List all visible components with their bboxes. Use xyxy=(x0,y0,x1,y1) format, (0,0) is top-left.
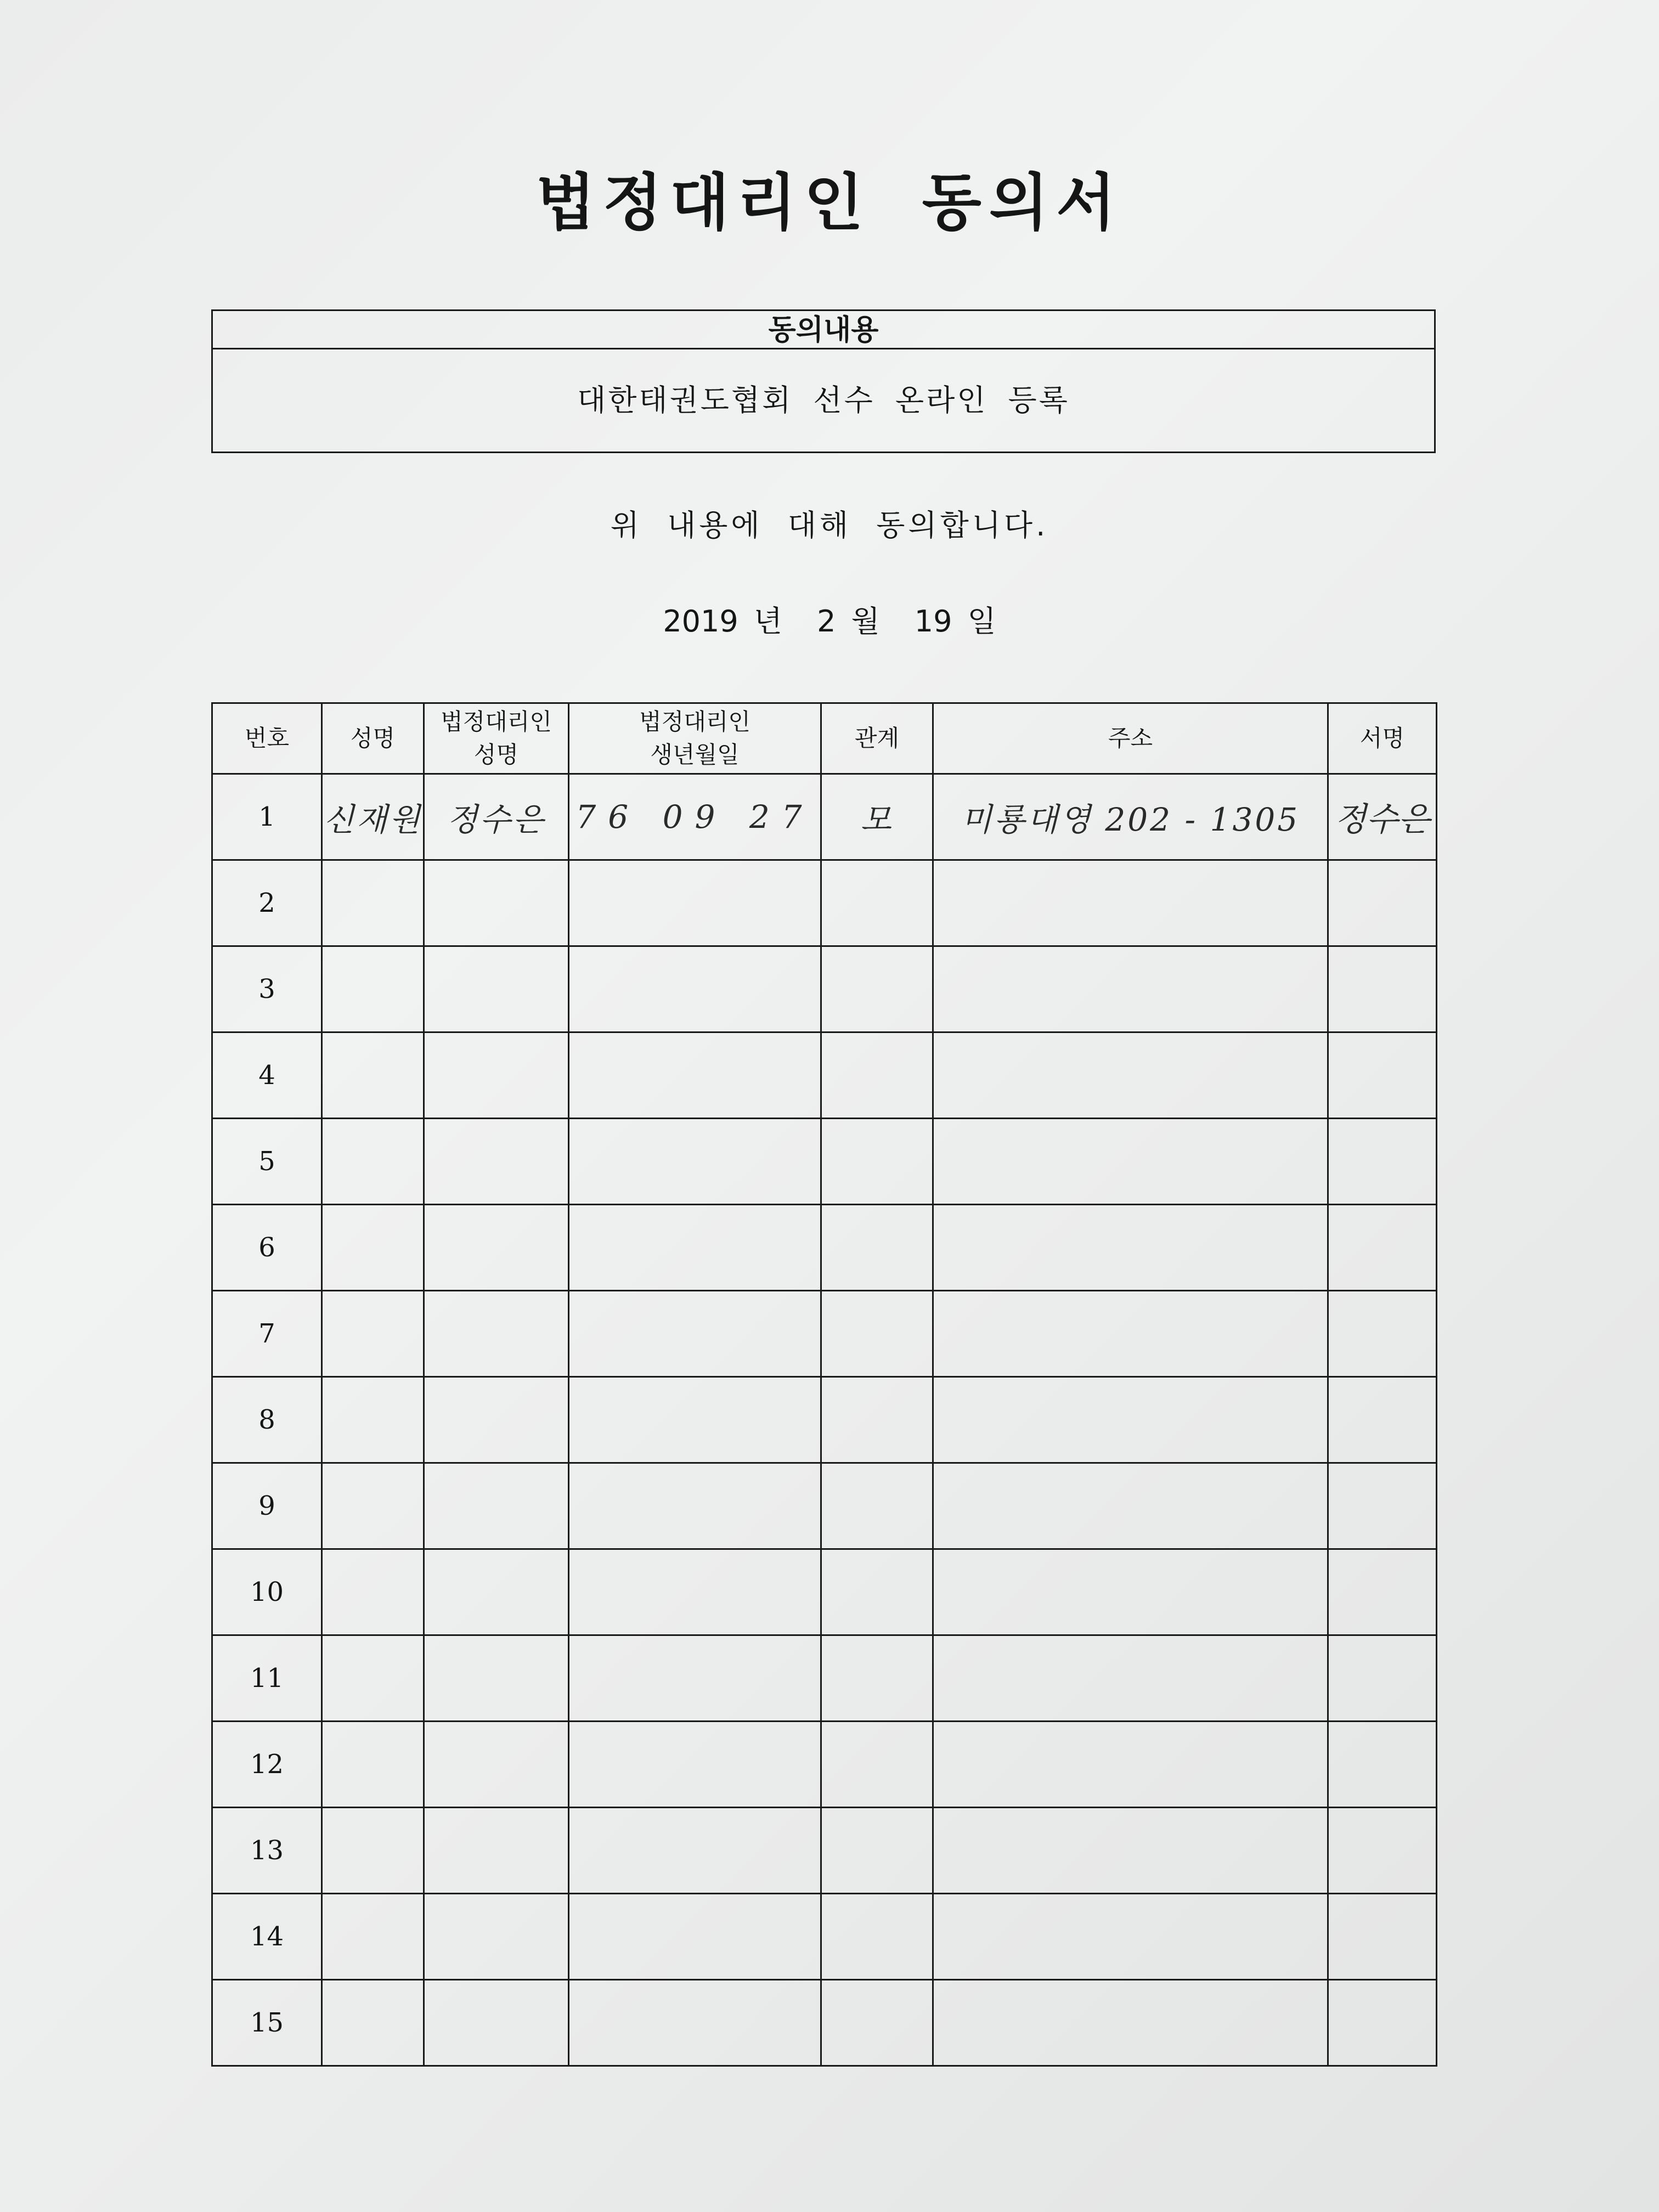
row-number-cell: 11 xyxy=(212,1635,322,1722)
relation-cell xyxy=(821,1722,933,1808)
player-name-cell xyxy=(322,1463,424,1549)
header-guardian-name-line1: 법정대리인 xyxy=(441,708,552,735)
player-name-cell xyxy=(322,1119,424,1205)
relation-cell xyxy=(821,1894,933,1980)
guardian-name-cell xyxy=(424,1808,569,1894)
signature-cell: 정수은 xyxy=(1328,774,1437,860)
guardian-name-cell xyxy=(424,1980,569,2066)
guardian-birthdate-cell xyxy=(569,1032,821,1119)
signature-cell xyxy=(1328,1119,1437,1205)
player-name-cell xyxy=(322,1032,424,1119)
table-row xyxy=(212,1032,1437,1119)
player-name-cell xyxy=(322,1549,424,1635)
row-number-cell: 2 xyxy=(212,860,322,946)
signature-cell xyxy=(1328,1032,1437,1119)
row-number-cell: 3 xyxy=(212,946,322,1032)
address-cell xyxy=(933,1722,1328,1808)
player-name-cell xyxy=(322,1894,424,1980)
guardian-birthdate-cell xyxy=(569,1980,821,2066)
consent-box xyxy=(211,309,1436,453)
player-name-cell xyxy=(322,1205,424,1291)
table-header-row xyxy=(212,703,1437,774)
relation-cell xyxy=(821,1291,933,1377)
signature-cell xyxy=(1328,1894,1437,1980)
date-month: 2 xyxy=(817,604,836,639)
table-row xyxy=(212,774,1437,860)
table-row xyxy=(212,1808,1437,1894)
guardian-birthdate-cell xyxy=(569,1291,821,1377)
guardian-name-cell xyxy=(424,1205,569,1291)
guardian-name-cell xyxy=(424,1894,569,1980)
table-row xyxy=(212,1119,1437,1205)
guardian-birthdate-cell xyxy=(569,1635,821,1722)
row-number-cell: 7 xyxy=(212,1291,322,1377)
guardian-birthdate-cell xyxy=(569,1894,821,1980)
guardian-name-cell xyxy=(424,1463,569,1549)
guardian-birthdate-cell: 76 09 27 xyxy=(569,774,821,860)
signature-cell xyxy=(1328,1722,1437,1808)
address-cell xyxy=(933,1808,1328,1894)
relation-cell xyxy=(821,1635,933,1722)
table-row xyxy=(212,860,1437,946)
signature-cell xyxy=(1328,1291,1437,1377)
row-number-cell: 4 xyxy=(212,1032,322,1119)
header-guardian-name xyxy=(424,703,569,774)
guardian-birthdate-cell xyxy=(569,1808,821,1894)
guardian-birthdate-cell xyxy=(569,860,821,946)
guardian-name-cell xyxy=(424,1549,569,1635)
consent-body: 대한태권도협회 선수 온라인 등록 xyxy=(577,383,1070,417)
guardian-birthdate-cell xyxy=(569,1463,821,1549)
guardian-consent-table xyxy=(211,702,1437,2067)
player-name-cell xyxy=(322,860,424,946)
table-row xyxy=(212,1549,1437,1635)
relation-cell xyxy=(821,1119,933,1205)
player-name-cell xyxy=(322,1808,424,1894)
row-number-cell: 8 xyxy=(212,1377,322,1463)
agreement-statement: 위 내용에 대해 동의합니다. xyxy=(610,508,1049,543)
signature-cell xyxy=(1328,860,1437,946)
address-cell xyxy=(933,1463,1328,1549)
player-name-cell xyxy=(322,1635,424,1722)
relation-cell xyxy=(821,1205,933,1291)
player-name-cell xyxy=(322,1377,424,1463)
header-signature: 서명 xyxy=(1328,703,1437,774)
header-guardian-name-line2: 성명 xyxy=(473,741,519,768)
guardian-name-cell xyxy=(424,1722,569,1808)
relation-cell xyxy=(821,1032,933,1119)
signature-cell xyxy=(1328,1980,1437,2066)
relation-cell xyxy=(821,1463,933,1549)
address-cell xyxy=(933,1119,1328,1205)
header-number: 번호 xyxy=(212,703,322,774)
guardian-name-cell xyxy=(424,1291,569,1377)
address-cell xyxy=(933,1377,1328,1463)
table-row xyxy=(212,1894,1437,1980)
address-cell xyxy=(933,1291,1328,1377)
header-guardian-birth-line1: 법정대리인 xyxy=(639,708,751,735)
guardian-name-cell xyxy=(424,946,569,1032)
player-name-cell xyxy=(322,1291,424,1377)
guardian-name-cell xyxy=(424,1032,569,1119)
row-number-cell: 1 xyxy=(212,774,322,860)
date-year: 2019 xyxy=(663,604,738,639)
player-name-cell xyxy=(322,1980,424,2066)
relation-cell xyxy=(821,860,933,946)
table-row xyxy=(212,1377,1437,1463)
row-number-cell: 13 xyxy=(212,1808,322,1894)
address-cell xyxy=(933,1032,1328,1119)
table-body xyxy=(212,774,1437,2066)
header-guardian-birth-line2: 생년월일 xyxy=(650,741,740,768)
relation-cell xyxy=(821,1549,933,1635)
table-row xyxy=(212,1463,1437,1549)
table-row xyxy=(212,1722,1437,1808)
date-year-unit: 년 xyxy=(753,604,782,639)
table-row xyxy=(212,946,1437,1032)
date-day: 19 xyxy=(914,604,952,639)
guardian-birthdate-cell xyxy=(569,1119,821,1205)
player-name-cell xyxy=(322,1722,424,1808)
row-number-cell: 5 xyxy=(212,1119,322,1205)
relation-cell xyxy=(821,946,933,1032)
guardian-name-cell xyxy=(424,1377,569,1463)
date-month-unit: 월 xyxy=(851,604,880,639)
relation-cell xyxy=(821,1980,933,2066)
guardian-birthdate-cell xyxy=(569,1377,821,1463)
row-number-cell: 12 xyxy=(212,1722,322,1808)
signature-cell xyxy=(1328,1635,1437,1722)
guardian-birthdate-cell xyxy=(569,946,821,1032)
header-guardian-birth xyxy=(569,703,821,774)
guardian-birthdate-cell xyxy=(569,1722,821,1808)
header-address: 주소 xyxy=(933,703,1328,774)
signature-cell xyxy=(1328,1463,1437,1549)
row-number-cell: 10 xyxy=(212,1549,322,1635)
relation-cell: 모 xyxy=(821,774,933,860)
signature-cell xyxy=(1328,1549,1437,1635)
row-number-cell: 14 xyxy=(212,1894,322,1980)
player-name-cell xyxy=(322,946,424,1032)
address-cell xyxy=(933,1549,1328,1635)
header-name: 성명 xyxy=(322,703,424,774)
guardian-name-cell: 정수은 xyxy=(424,774,569,860)
table-row xyxy=(212,1291,1437,1377)
guardian-birthdate-cell xyxy=(569,1549,821,1635)
table-row xyxy=(212,1635,1437,1722)
guardian-name-cell xyxy=(424,860,569,946)
address-cell xyxy=(933,1635,1328,1722)
address-cell xyxy=(933,1980,1328,2066)
signature-cell xyxy=(1328,1205,1437,1291)
row-number-cell: 9 xyxy=(212,1463,322,1549)
address-cell xyxy=(933,1205,1328,1291)
player-name-cell: 신재원 xyxy=(322,774,424,860)
signature-cell xyxy=(1328,946,1437,1032)
date-day-unit: 일 xyxy=(967,604,996,639)
header-relation: 관계 xyxy=(821,703,933,774)
relation-cell xyxy=(821,1808,933,1894)
row-number-cell: 15 xyxy=(212,1980,322,2066)
consent-header: 동의내용 xyxy=(213,311,1434,349)
guardian-birthdate-cell xyxy=(569,1205,821,1291)
guardian-name-cell xyxy=(424,1119,569,1205)
document-title: 법정대리인 동의서 xyxy=(535,167,1124,239)
table-row xyxy=(212,1205,1437,1291)
signature-cell xyxy=(1328,1377,1437,1463)
address-cell xyxy=(933,946,1328,1032)
table-row xyxy=(212,1980,1437,2066)
relation-cell xyxy=(821,1377,933,1463)
address-cell xyxy=(933,860,1328,946)
row-number-cell: 6 xyxy=(212,1205,322,1291)
address-cell xyxy=(933,1894,1328,1980)
address-cell: 미룡대영 202 - 1305 xyxy=(933,774,1328,860)
guardian-name-cell xyxy=(424,1635,569,1722)
signature-cell xyxy=(1328,1808,1437,1894)
date-line xyxy=(0,598,1659,640)
